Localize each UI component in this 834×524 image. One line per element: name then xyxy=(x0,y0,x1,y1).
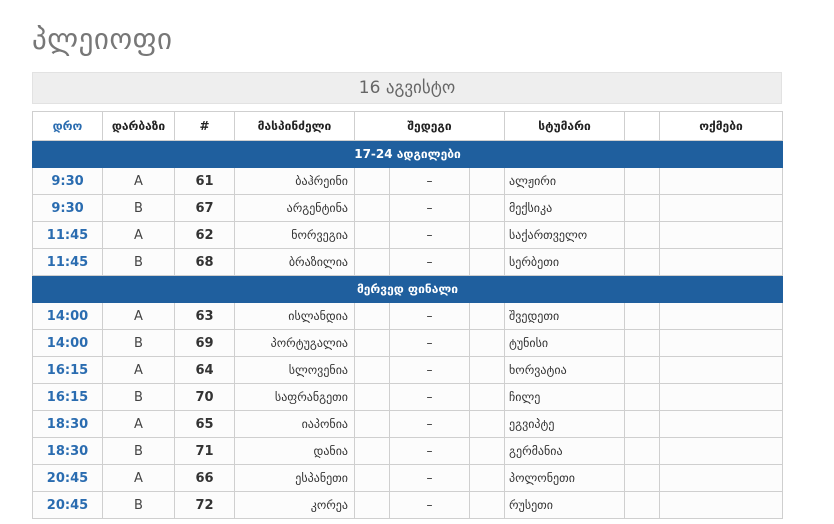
away-score-cell xyxy=(470,195,505,222)
spacer-cell xyxy=(625,438,660,465)
spacer-cell xyxy=(625,384,660,411)
match-court: A xyxy=(103,168,175,195)
match-score: – xyxy=(390,438,470,465)
home-score-cell xyxy=(355,330,390,357)
home-team: არგენტინა xyxy=(235,195,355,222)
away-score-cell xyxy=(470,438,505,465)
group-title: 17-24 ადგილები xyxy=(33,141,783,168)
match-time[interactable]: 16:15 xyxy=(33,384,103,411)
table-row xyxy=(33,357,783,384)
match-court: B xyxy=(103,330,175,357)
table-row xyxy=(33,438,783,465)
match-time[interactable]: 11:45 xyxy=(33,222,103,249)
match-number: 69 xyxy=(175,330,235,357)
home-team: ნორვეგია xyxy=(235,222,355,249)
match-score: – xyxy=(390,249,470,276)
table-row xyxy=(33,384,783,411)
column-header-number: # xyxy=(175,112,235,141)
table-row xyxy=(33,249,783,276)
match-time[interactable]: 9:30 xyxy=(33,168,103,195)
column-header-referees: ოქმები xyxy=(660,112,783,141)
spacer-cell xyxy=(625,249,660,276)
match-number: 72 xyxy=(175,492,235,519)
match-score: – xyxy=(390,195,470,222)
table-row xyxy=(33,195,783,222)
home-team: საფრანგეთი xyxy=(235,384,355,411)
schedule-table xyxy=(32,111,783,519)
match-number: 68 xyxy=(175,249,235,276)
spacer-cell xyxy=(625,195,660,222)
home-team: კორეა xyxy=(235,492,355,519)
away-score-cell xyxy=(470,168,505,195)
away-team: პოლონეთი xyxy=(505,465,625,492)
away-team: სერბეთი xyxy=(505,249,625,276)
referees-cell xyxy=(660,357,783,384)
match-time[interactable]: 11:45 xyxy=(33,249,103,276)
away-score-cell xyxy=(470,465,505,492)
match-number: 70 xyxy=(175,384,235,411)
away-score-cell xyxy=(470,384,505,411)
column-header-court: დარბაზი xyxy=(103,112,175,141)
table-row xyxy=(33,411,783,438)
away-score-cell xyxy=(470,222,505,249)
match-time[interactable]: 14:00 xyxy=(33,330,103,357)
match-number: 66 xyxy=(175,465,235,492)
table-row xyxy=(33,465,783,492)
referees-cell xyxy=(660,249,783,276)
match-number: 64 xyxy=(175,357,235,384)
referees-cell xyxy=(660,222,783,249)
match-number: 61 xyxy=(175,168,235,195)
table-row xyxy=(33,168,783,195)
match-score: – xyxy=(390,384,470,411)
match-time[interactable]: 20:45 xyxy=(33,492,103,519)
page-title: პლეიოფი xyxy=(32,22,173,56)
home-score-cell xyxy=(355,438,390,465)
away-team: შვედეთი xyxy=(505,303,625,330)
away-team: ეგვიპტე xyxy=(505,411,625,438)
match-time[interactable]: 14:00 xyxy=(33,303,103,330)
match-court: A xyxy=(103,411,175,438)
away-team: ალჟირი xyxy=(505,168,625,195)
away-score-cell xyxy=(470,303,505,330)
table-row xyxy=(33,222,783,249)
referees-cell xyxy=(660,492,783,519)
date-header: 16 აგვისტო xyxy=(32,72,782,104)
match-time[interactable]: 18:30 xyxy=(33,438,103,465)
schedule-container xyxy=(32,72,782,519)
match-score: – xyxy=(390,330,470,357)
match-score: – xyxy=(390,465,470,492)
spacer-cell xyxy=(625,411,660,438)
table-body xyxy=(33,141,783,519)
referees-cell xyxy=(660,195,783,222)
away-team: რუსეთი xyxy=(505,492,625,519)
group-header-row xyxy=(33,141,783,168)
match-time[interactable]: 16:15 xyxy=(33,357,103,384)
match-court: B xyxy=(103,249,175,276)
away-team: ჩილე xyxy=(505,384,625,411)
home-score-cell xyxy=(355,222,390,249)
match-court: A xyxy=(103,303,175,330)
away-team: მექსიკა xyxy=(505,195,625,222)
home-score-cell xyxy=(355,195,390,222)
match-number: 63 xyxy=(175,303,235,330)
spacer-cell xyxy=(625,465,660,492)
referees-cell xyxy=(660,330,783,357)
spacer-cell xyxy=(625,357,660,384)
away-team: ტუნისი xyxy=(505,330,625,357)
away-team: ხორვატია xyxy=(505,357,625,384)
match-number: 65 xyxy=(175,411,235,438)
home-score-cell xyxy=(355,168,390,195)
match-score: – xyxy=(390,168,470,195)
match-score: – xyxy=(390,357,470,384)
match-court: B xyxy=(103,195,175,222)
spacer-cell xyxy=(625,492,660,519)
home-score-cell xyxy=(355,411,390,438)
column-header-spacer xyxy=(625,112,660,141)
away-team: გერმანია xyxy=(505,438,625,465)
match-court: A xyxy=(103,465,175,492)
match-score: – xyxy=(390,492,470,519)
away-score-cell xyxy=(470,357,505,384)
table-row xyxy=(33,303,783,330)
home-score-cell xyxy=(355,492,390,519)
away-team: საქართველო xyxy=(505,222,625,249)
spacer-cell xyxy=(625,222,660,249)
home-team: იაპონია xyxy=(235,411,355,438)
spacer-cell xyxy=(625,168,660,195)
referees-cell xyxy=(660,465,783,492)
home-team: ბაჰრეინი xyxy=(235,168,355,195)
away-score-cell xyxy=(470,249,505,276)
column-header-home: მასპინძელი xyxy=(235,112,355,141)
column-header-time[interactable]: დრო xyxy=(33,112,103,141)
table-row xyxy=(33,330,783,357)
away-score-cell xyxy=(470,411,505,438)
home-score-cell xyxy=(355,357,390,384)
home-score-cell xyxy=(355,249,390,276)
home-team: ესპანეთი xyxy=(235,465,355,492)
column-header-away: სტუმარი xyxy=(505,112,625,141)
match-court: A xyxy=(103,222,175,249)
column-header-result: შედეგი xyxy=(355,112,505,141)
match-number: 71 xyxy=(175,438,235,465)
referees-cell xyxy=(660,411,783,438)
referees-cell xyxy=(660,384,783,411)
match-time[interactable]: 9:30 xyxy=(33,195,103,222)
group-title: მერვედ ფინალი xyxy=(33,276,783,303)
home-score-cell xyxy=(355,384,390,411)
home-team: ბრაზილია xyxy=(235,249,355,276)
match-time[interactable]: 18:30 xyxy=(33,411,103,438)
home-team: დანია xyxy=(235,438,355,465)
table-row xyxy=(33,492,783,519)
referees-cell xyxy=(660,303,783,330)
match-time[interactable]: 20:45 xyxy=(33,465,103,492)
referees-cell xyxy=(660,438,783,465)
match-court: B xyxy=(103,492,175,519)
away-score-cell xyxy=(470,330,505,357)
home-score-cell xyxy=(355,303,390,330)
home-team: ისლანდია xyxy=(235,303,355,330)
match-score: – xyxy=(390,411,470,438)
match-score: – xyxy=(390,222,470,249)
match-score: – xyxy=(390,303,470,330)
table-header-row xyxy=(33,112,783,141)
group-header-row xyxy=(33,276,783,303)
away-score-cell xyxy=(470,492,505,519)
match-number: 62 xyxy=(175,222,235,249)
spacer-cell xyxy=(625,303,660,330)
match-court: A xyxy=(103,357,175,384)
match-court: B xyxy=(103,438,175,465)
home-team: პორტუგალია xyxy=(235,330,355,357)
home-score-cell xyxy=(355,465,390,492)
home-team: სლოვენია xyxy=(235,357,355,384)
referees-cell xyxy=(660,168,783,195)
match-number: 67 xyxy=(175,195,235,222)
spacer-cell xyxy=(625,330,660,357)
match-court: B xyxy=(103,384,175,411)
